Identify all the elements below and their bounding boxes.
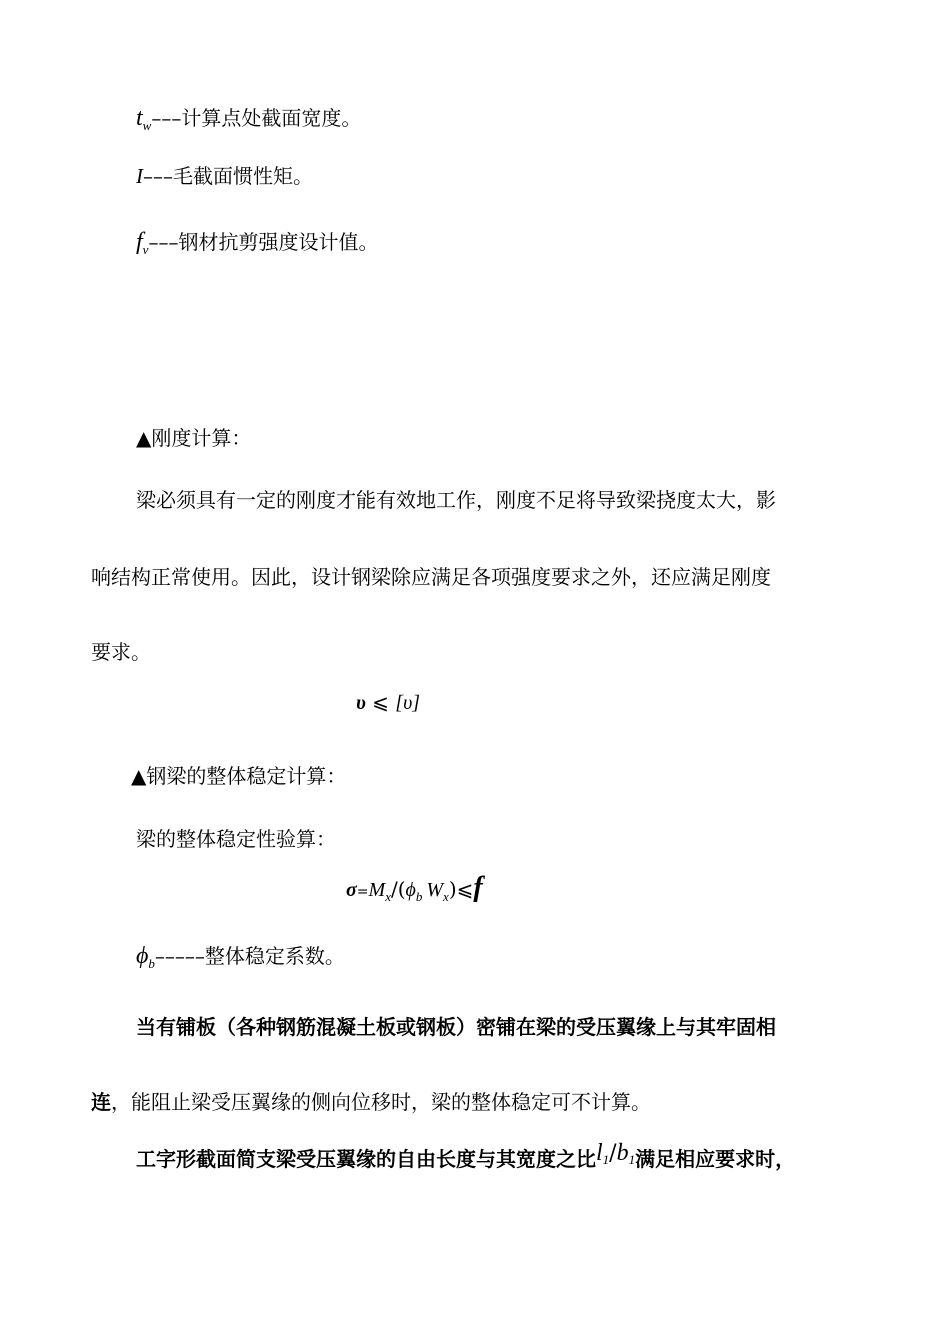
paragraph1-line1: 当有铺板（各种钢筋混凝土板或钢板）密铺在梁的受压翼缘上与其牢固相 — [136, 1015, 776, 1039]
dash: ––– — [151, 106, 182, 130]
stability-check-label: 梁的整体稳定性验算： — [136, 827, 336, 851]
f-symbol: f — [473, 872, 483, 903]
stability-heading: ▲钢梁的整体稳定计算： — [131, 764, 347, 788]
sigma-symbol: σ — [346, 879, 357, 901]
symbol-f: f — [136, 229, 143, 255]
paragraph1-line2-rest: ，能阻止梁受压翼缘的侧向位移时，梁的整体稳定可不计算。 — [111, 1090, 651, 1114]
upsilon-symbol: υ — [356, 692, 366, 714]
leq-symbol: ⩽ — [372, 690, 389, 714]
definition-text: 毛截面惯性矩。 — [173, 164, 313, 188]
l-subscript: 1 — [602, 1152, 610, 1167]
dash: ––– — [148, 230, 179, 254]
dash: ––– — [143, 164, 173, 188]
dash: ––––– — [154, 944, 205, 968]
stiffness-heading: ▲刚度计算： — [136, 426, 252, 450]
subscript-w: w — [142, 118, 152, 133]
definition-tw — [136, 104, 361, 135]
paragraph2-text-before: 工字形截面简支梁受压翼缘的自由长度与其宽度之比 — [136, 1147, 596, 1171]
definition-text: 整体稳定系数。 — [204, 944, 345, 968]
allowable-deflection: [υ] — [395, 692, 421, 714]
definition-fv — [136, 228, 378, 259]
l-symbol: l — [596, 1140, 603, 1166]
close-paren: ) — [448, 877, 457, 901]
phi-symbol: ϕ — [405, 879, 416, 901]
stability-formula — [346, 874, 483, 906]
stiffness-paragraph-line2: 响结构正常使用。因此，设计钢梁除应满足各项强度要求之外，还应满足刚度 — [91, 565, 771, 589]
subscript-b: b — [148, 956, 155, 971]
paragraph2-line — [136, 1140, 796, 1176]
moment-symbol: M — [368, 879, 386, 901]
definition-text: 钢材抗剪强度设计值。 — [178, 230, 379, 254]
equals-sign: = — [356, 884, 369, 900]
symbol-i: I — [136, 164, 143, 188]
phi-symbol: ϕ — [136, 943, 149, 969]
deflection-formula — [356, 688, 420, 717]
phi-subscript: b — [415, 889, 423, 904]
section-modulus-subscript: x — [443, 889, 449, 904]
b-subscript: 1 — [628, 1152, 636, 1167]
slash: / — [609, 1141, 617, 1166]
stiffness-paragraph-line1: 梁必须具有一定的刚度才能有效地工作，刚度不足将导致梁挠度太大，影 — [136, 488, 776, 512]
symbol-t: t — [136, 105, 143, 131]
definition-phib — [136, 942, 345, 973]
paragraph1-line2 — [91, 1088, 651, 1116]
subscript-v: v — [142, 242, 149, 257]
paragraph1-line2-bold: 连 — [91, 1090, 111, 1114]
definition-text: 计算点处截面宽度。 — [181, 106, 362, 130]
open-paren: /( — [390, 877, 406, 901]
definition-i — [136, 162, 313, 190]
section-modulus-symbol: W — [426, 879, 444, 901]
leq-symbol: ⩽ — [456, 877, 474, 901]
stiffness-paragraph-line3: 要求。 — [91, 640, 151, 664]
moment-subscript: x — [385, 889, 391, 904]
paragraph2-text-after: 满足相应要求时， — [635, 1147, 796, 1171]
b-symbol: b — [616, 1140, 629, 1166]
